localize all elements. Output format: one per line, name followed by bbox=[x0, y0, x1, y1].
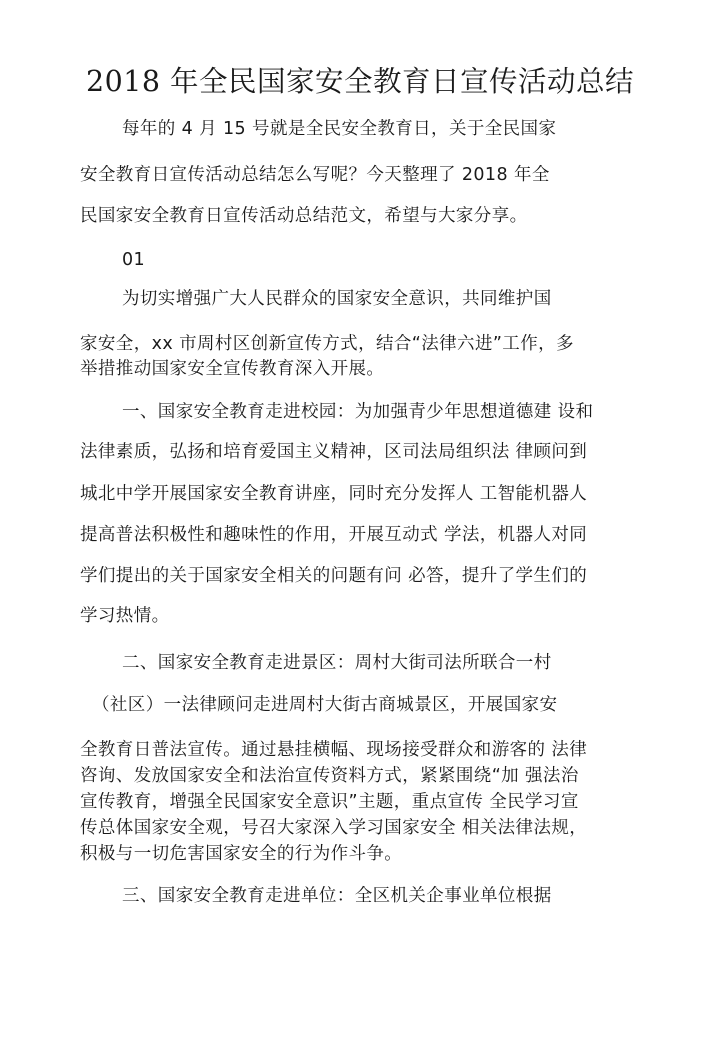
text-line: 城北中学开展国家安全教育讲座，同时充分发挥人 工智能机器人 bbox=[80, 484, 588, 504]
text-line: 二、国家安全教育走进景区：周村大街司法所联合一村 bbox=[122, 653, 552, 673]
document-title: 2018 年全民国家安全教育日宣传活动总结 bbox=[85, 65, 635, 98]
text-line: 一、国家安全教育走进校园：为加强青少年思想道德建 设和 bbox=[122, 402, 594, 422]
text-line: 举措推动国家安全宣传教育深入开展。 bbox=[80, 359, 385, 379]
text-line: 民国家安全教育日宣传活动总结范文，希望与大家分享。 bbox=[80, 206, 528, 226]
text-line: 积极与一切危害国家安全的行为作斗争。 bbox=[80, 844, 403, 864]
text-line: 提高普法积极性和趣味性的作用，开展互动式 学法，机器人对同 bbox=[80, 525, 588, 545]
text-line: 三、国家安全教育走进单位：全区机关企事业单位根据 bbox=[122, 886, 552, 906]
text-line: 学们提出的关于国家安全相关的问题有问 必答，提升了学生们的 bbox=[80, 566, 588, 586]
text-line: 家安全，xx 市周村区创新宣传方式，结合“法律六进”工作，多 bbox=[80, 334, 574, 354]
text-line: 安全教育日宣传活动总结怎么写呢？今天整理了 2018 年全 bbox=[80, 165, 550, 185]
text-line: 全教育日普法宣传。通过悬挂横幅、现场接受群众和游客的 法律 bbox=[80, 740, 588, 760]
text-line: 法律素质，弘扬和培育爱国主义精神，区司法局组织法 律顾问到 bbox=[80, 442, 588, 462]
text-line: （社区）一法律顾问走进周村大街古商城景区，开展国家安 bbox=[92, 695, 558, 715]
text-line: 宣传教育，增强全民国家安全意识”主题，重点宣传 全民学习宣 bbox=[80, 792, 579, 812]
text-line: 咨询、发放国家安全和法治宣传资料方式，紧紧围绕“加 强法治 bbox=[80, 766, 579, 786]
text-line: 学习热情。 bbox=[80, 606, 170, 626]
text-line: 01 bbox=[122, 250, 146, 270]
text-line: 传总体国家安全观，号召大家深入学习国家安全 相关法律法规， bbox=[80, 818, 588, 838]
text-line: 每年的 4 月 15 号就是全民安全教育日，关于全民国家 bbox=[122, 119, 557, 139]
text-line: 为切实增强广大人民群众的国家安全意识，共同维护国 bbox=[122, 289, 552, 309]
